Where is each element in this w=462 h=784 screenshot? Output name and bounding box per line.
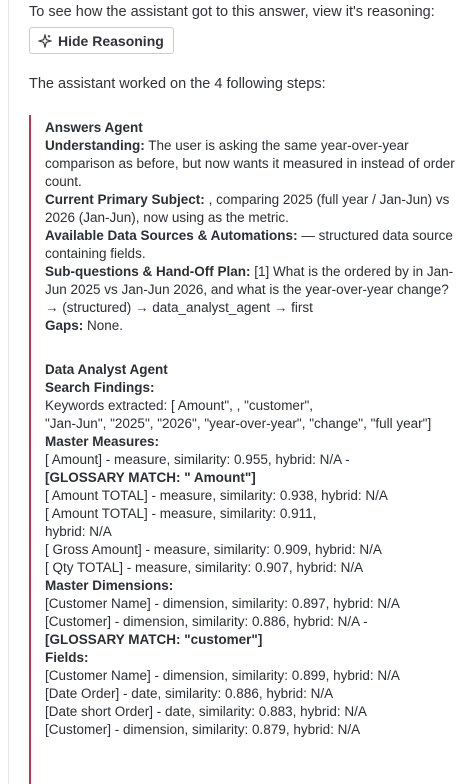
- magic-sparkle-icon: [38, 34, 52, 48]
- data-sources-section: [45, 227, 462, 263]
- keywords-line: Keywords extracted: [ Amount", , "customer",: [45, 398, 313, 413]
- measure-item: [ Amount TOTAL] - measure, similarity: 0.911,: [45, 506, 317, 521]
- section-spacer: [45, 335, 462, 353]
- understanding-section: [45, 137, 462, 191]
- field-item: [Date Order] - date, similarity: 0.886, hybrid: N/A: [45, 686, 334, 701]
- primary-subject-section: [45, 191, 462, 227]
- hide-reasoning-label: Hide Reasoning: [58, 32, 164, 49]
- answers-agent-title: Answers Agent: [45, 120, 143, 135]
- measure-item: [ Amount] - measure, similarity: 0.955, hybrid: N/A -: [45, 452, 350, 467]
- gaps-text: None.: [87, 318, 124, 333]
- field-item: [Customer Name] - dimension, similarity: 0.899, hybrid: N/A: [45, 668, 400, 683]
- measure-item: [ Gross Amount] - measure, similarity: 0.909, hybrid: N/A: [45, 542, 382, 557]
- keywords-line: "Jan-Jun", "2025", "2026", "year-over-year", "change", "full year"]: [45, 416, 432, 431]
- hide-reasoning-button[interactable]: [29, 27, 174, 54]
- gaps-label: Gaps:: [45, 318, 84, 333]
- handoff-plan-section: [45, 263, 462, 317]
- dimension-item: [Customer Name] - dimension, similarity: 0.897, hybrid: N/A: [45, 596, 400, 611]
- panel-left-border: [8, 0, 9, 784]
- measure-item: [ Amount TOTAL] - measure, similarity: 0.938, hybrid: N/A: [45, 488, 388, 503]
- section-spacer: [45, 353, 462, 361]
- measure-item: [ Qty TOTAL] - measure, similarity: 0.907, hybrid: N/A: [45, 560, 364, 575]
- understanding-text: The user is asking the same year-over-year comparison as before, but now wants it measured in instead of order count.: [45, 138, 455, 189]
- data-sources-text: — structured data source containing fields.: [45, 228, 453, 261]
- reasoning-panel: [29, 115, 462, 784]
- primary-subject-label: Current Primary Subject:: [45, 192, 205, 207]
- search-findings-label: Search Findings:: [45, 380, 155, 395]
- data-analyst-agent-title: Data Analyst Agent: [45, 362, 168, 377]
- handoff-plan-label: Sub-questions & Hand-Off Plan:: [45, 264, 251, 279]
- dimension-item: [Customer] - dimension, similarity: 0.886, hybrid: N/A -: [45, 614, 368, 629]
- dimension-item: [GLOSSARY MATCH: "customer"]: [45, 632, 263, 647]
- primary-subject-text: , comparing 2025 (full year / Jan-Jun) vs 2026 (Jan-Jun), now using as the metric.: [45, 192, 450, 225]
- measure-item: hybrid: N/A: [45, 524, 112, 539]
- field-item: [Customer] - dimension, similarity: 0.879, hybrid: N/A: [45, 722, 361, 737]
- fields-label: Fields:: [45, 650, 89, 665]
- master-dimensions-label: Master Dimensions:: [45, 578, 174, 593]
- gaps-section: [45, 317, 462, 335]
- measure-item: [GLOSSARY MATCH: " Amount"]: [45, 470, 256, 485]
- steps-summary-text: The assistant worked on the 4 following steps:: [29, 76, 326, 92]
- master-measures-label: Master Measures:: [45, 434, 160, 449]
- understanding-label: Understanding:: [45, 138, 145, 153]
- handoff-plan-text: [1] What is the ordered by in Jan-Jun 2025 vs Jan-Jun 2026, and what is the year-over-year change? → (structured) → data_analyst_agent → first: [45, 264, 454, 315]
- data-sources-label: Available Data Sources & Automations:: [45, 228, 298, 243]
- field-item: [Date short Order] - date, similarity: 0.883, hybrid: N/A: [45, 704, 367, 719]
- reasoning-intro-text: To see how the assistant got to this answer, view it's reasoning:: [29, 4, 435, 20]
